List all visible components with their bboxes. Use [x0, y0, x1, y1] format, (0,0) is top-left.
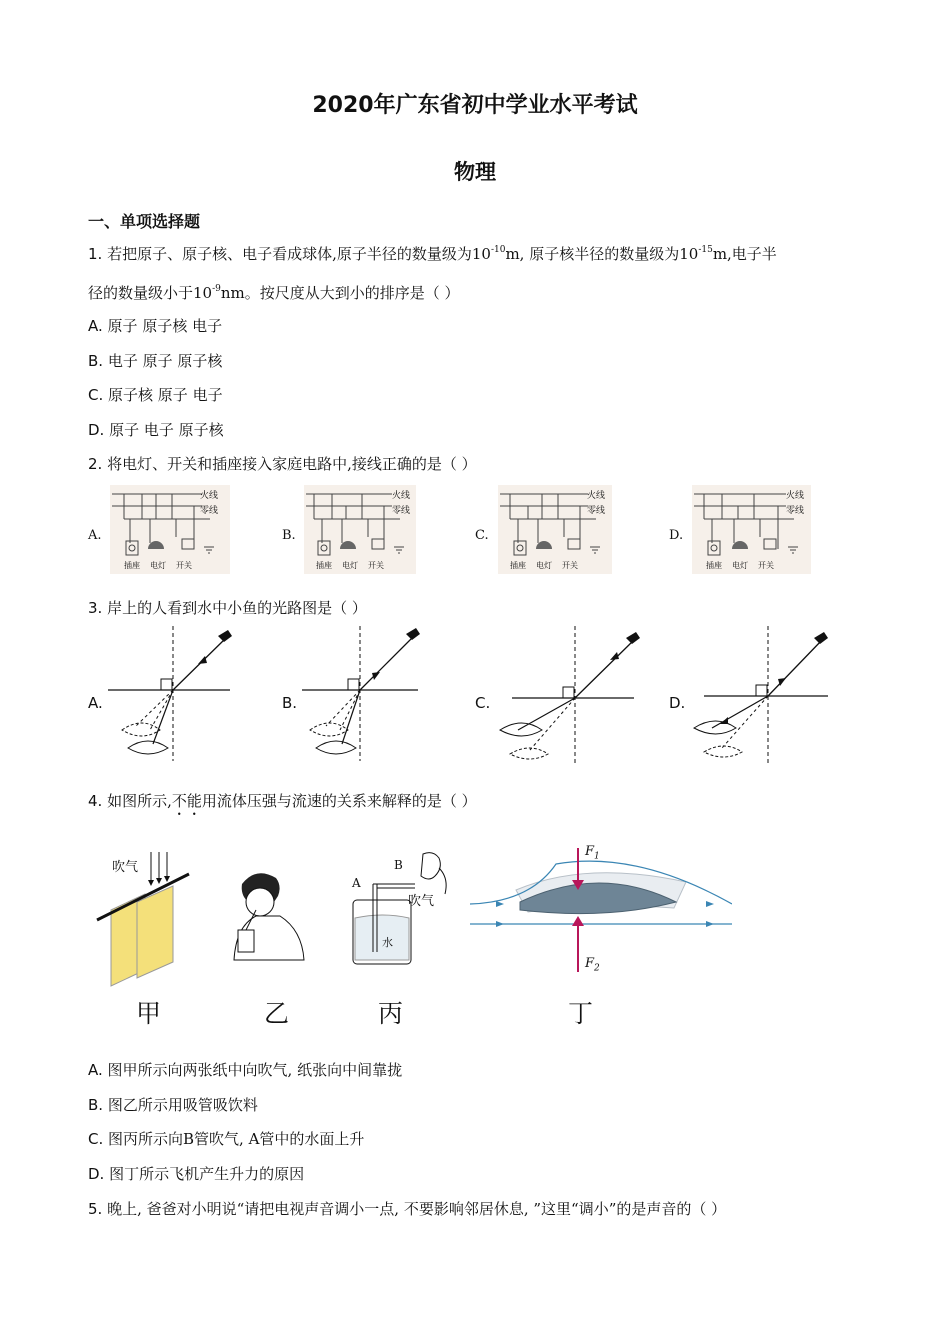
q4-option-c[interactable] [88, 1128, 364, 1149]
q4-stem [88, 790, 477, 819]
force-f1-sub: 1 [594, 851, 600, 862]
socket-label-b: 插座 [316, 561, 332, 570]
q2-stem [88, 453, 477, 474]
option-label: D. [88, 1165, 105, 1183]
option-label: B. [88, 352, 104, 370]
q4-figure-ding [470, 840, 732, 980]
option-label: D. [88, 421, 105, 439]
q3-diagram-a[interactable] [108, 626, 238, 766]
live-wire-label-b: 火线 [392, 491, 411, 501]
q4-text-a: 如图所示, [107, 792, 172, 810]
q2-option-d-label[interactable]: D. [669, 528, 684, 543]
q4-bing-label-b: B [394, 858, 403, 872]
option-text: 原子 原子核 电子 [107, 317, 223, 335]
q3-option-b-label[interactable]: B. [282, 694, 298, 712]
q4-caption-bing: 丙 [378, 999, 404, 1028]
q4-bing-water-label: 水 [382, 936, 393, 949]
option-text: 图甲所示向两张纸中向吹气, 纸张向中间靠拢 [107, 1061, 403, 1079]
q4-option-d[interactable] [88, 1163, 304, 1184]
socket-label-a: 插座 [124, 561, 140, 570]
option-text: 原子核 原子 电子 [108, 386, 223, 404]
q3-diagram-d[interactable] [690, 626, 840, 766]
section-heading: 一、单项选择题 [88, 212, 201, 231]
force-f2: F [585, 956, 595, 971]
option-text: 图丙所示向B管吹气, A管中的水面上升 [108, 1130, 365, 1148]
q5-text: 晚上, 爸爸对小明说“请把电视声音调小一点, 不要影响邻居休息, ”这里“调小”的是声音的（ ） [107, 1200, 727, 1218]
live-wire-label-d: 火线 [786, 491, 805, 501]
q4-figure-yi [228, 868, 308, 963]
exam-title: 2020年广东省初中学业水平考试 [312, 93, 638, 118]
q2-option-a-label[interactable]: A. [88, 528, 102, 543]
q4-ding-f2 [585, 956, 600, 974]
q5-stem [88, 1198, 726, 1219]
lamp-label-b: 电灯 [342, 561, 358, 570]
q1-exp1: -10 [490, 245, 506, 255]
q1-stem-line2 [88, 282, 460, 303]
switch-label-a: 开关 [176, 561, 192, 570]
lamp-label-a: 电灯 [150, 561, 166, 570]
neutral-wire-label-b: 零线 [392, 506, 411, 516]
q1-option-b[interactable] [88, 350, 222, 371]
q4-option-b[interactable] [88, 1094, 258, 1115]
option-label: A. [88, 317, 103, 335]
switch-label-b: 开关 [368, 561, 384, 570]
q3-number: 3. [88, 599, 103, 617]
q4-option-a[interactable] [88, 1059, 402, 1080]
q1-option-a[interactable] [88, 315, 222, 336]
q4-number: 4. [88, 792, 103, 810]
q1-option-d[interactable] [88, 419, 224, 440]
q4-bing-blow-label: 吹气 [408, 894, 435, 909]
q1-text-c: m,电子半 [712, 245, 777, 263]
q4-caption-jia: 甲 [136, 999, 162, 1028]
q1-text-d: 径的数量级小于10 [88, 284, 213, 302]
q3-diagram-c[interactable] [496, 626, 646, 766]
q1-exp2: -15 [698, 245, 713, 255]
option-text: 原子 电子 原子核 [109, 421, 224, 439]
q1-text-b: m, 原子核半径的数量级为10 [505, 245, 699, 263]
option-label: C. [88, 1130, 104, 1148]
option-text: 图乙所示用吸管吸饮料 [107, 1096, 258, 1114]
q3-diagram-b[interactable] [302, 626, 432, 766]
q1-exp3: -9 [212, 284, 221, 294]
option-label: B. [88, 1096, 104, 1114]
q2-number: 2. [88, 455, 103, 473]
q4-text-b: 用流体压强与流速的关系来解释的是（ ） [201, 792, 477, 810]
socket-label-c: 插座 [510, 561, 526, 570]
q1-text-a: 若把原子、原子核、电子看成球体,原子半径的数量级为10 [107, 245, 491, 263]
subject-title: 物理 [454, 160, 496, 184]
lamp-label-c: 电灯 [536, 561, 552, 570]
socket-label-d: 插座 [706, 561, 722, 570]
option-text: 电子 原子 原子核 [107, 352, 223, 370]
q3-text: 岸上的人看到水中小鱼的光路图是（ ） [107, 599, 367, 617]
lamp-label-d: 电灯 [732, 561, 748, 570]
neutral-wire-label-a: 零线 [200, 506, 219, 516]
q5-number: 5. [88, 1200, 103, 1218]
neutral-wire-label-c: 零线 [587, 506, 606, 516]
q4-caption-yi: 乙 [264, 999, 290, 1028]
neutral-wire-label-d: 零线 [786, 506, 805, 516]
switch-label-c: 开关 [562, 561, 578, 570]
q2-option-c-label[interactable]: C. [475, 528, 489, 543]
q1-number: 1. [88, 245, 103, 263]
q1-stem-line1 [88, 243, 777, 264]
q1-text-e: nm。按尺度从大到小的排序是（ ） [220, 284, 460, 302]
option-label: A. [88, 1061, 103, 1079]
q4-ding-f1 [585, 844, 600, 862]
q2-text: 将电灯、开关和插座接入家庭电路中,接线正确的是（ ） [107, 455, 477, 473]
q4-bing-label-a: A [352, 876, 361, 890]
q3-option-c-label[interactable]: C. [475, 694, 491, 712]
q4-jia-blow-label: 吹气 [112, 860, 139, 875]
q1-option-c[interactable] [88, 384, 223, 405]
live-wire-label-c: 火线 [587, 491, 606, 501]
q4-caption-ding: 丁 [568, 999, 594, 1028]
force-f2-sub: 2 [594, 963, 600, 974]
option-label: C. [88, 386, 104, 404]
q4-text-emphasis: 不能 [171, 792, 202, 810]
option-text: 图丁所示飞机产生升力的原因 [109, 1165, 305, 1183]
q3-option-a-label[interactable]: A. [88, 694, 103, 712]
q3-option-d-label[interactable]: D. [669, 694, 686, 712]
q2-option-b-label[interactable]: B. [282, 528, 296, 543]
q3-stem [88, 597, 367, 618]
force-f1: F [585, 844, 595, 859]
switch-label-d: 开关 [758, 561, 774, 570]
live-wire-label-a: 火线 [200, 491, 219, 501]
